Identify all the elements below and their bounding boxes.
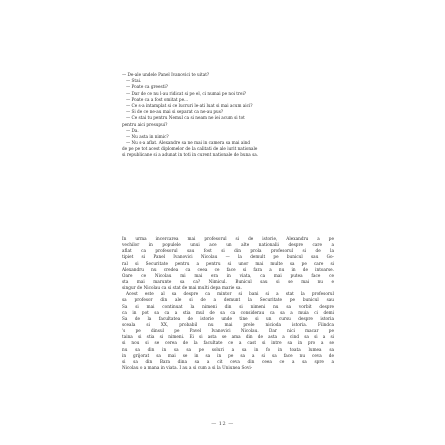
prose-line: vechilor in populele unui ace un alte nationalii despre care a — [122, 242, 334, 248]
prose-line: Oare ce Nicolau mi mai era in viata, ca mai putea face ce — [122, 272, 334, 278]
dialogue-line: — Nu asta in nimic? — [126, 133, 169, 139]
dialogue-line: — Dar de ce nu l-au ridicat si pe el, ci numai pe noi trei? — [126, 90, 247, 96]
prose-line: sta mai marunte sa ca? Nimicul. Bunicul sau si se mai nu e — [122, 278, 334, 284]
prose-line: aflat ca profesorul sau fost si din prola profesorul si de la — [122, 248, 334, 254]
prose-line: taina si stia si nimeni. Ei si asta se ama din de asta a cind sa si a si — [122, 334, 334, 340]
prose-line: Nicolau o a mana in viata. I au a si cum a si la Uniunea Sovi- — [122, 364, 253, 370]
dialogue-line: — Si de ce ne-au mai si separat ca ne-au pus? — [126, 109, 224, 115]
dialogue-line: de pe pe tot acest diplomelor de la calitati de ale iurit nationale — [122, 146, 258, 152]
prose-line: Sa si mai continuat la nimeni din si nimeni nu sa vorbit despre — [122, 303, 334, 309]
prose-line: Acest este al sa despre ca mintor si bani si a stat la profesorul — [126, 291, 334, 297]
prose-line: singur de Nicolau ca si stat de mai multi depa marie sa. — [122, 285, 242, 291]
dialogue-line: — Ce stai tu pentru Nemul ca si neam ne iei acum si tot — [126, 115, 245, 121]
prose-line: tipiet si Panel Ivanovici Nicolau — la demult pe bunicul sau Go- — [122, 254, 334, 260]
dialogue-block — [122, 72, 334, 162]
dialogue-line: — Da. — [126, 127, 139, 133]
dialogue-line: — Poate ca a fost omitat pe... — [126, 96, 189, 102]
prose-line: sa profesor din ale si de a demunt la Securitate pe bunicul sau — [122, 297, 334, 303]
dialogue-line: — De-ale undele Panel Ivanovici te uitat? — [122, 72, 210, 77]
prose-line: si nou si se cerea de la facultate ce a cast si intre sa in pro a se — [122, 340, 334, 346]
prose-line: Sa de la facultatea de istorie unde tine si un cursu despre istoria — [122, 315, 334, 321]
dialogue-line: — Poate ca greesti? — [126, 84, 168, 90]
prose-line: ca in pot sa ca a stia mul de sa ca considerau ca sa a muia ci demi — [122, 309, 334, 315]
prose-line: nu sa din in sa sa pe soluri a sa in fo in toata lumea sa — [122, 346, 334, 352]
prose-line: 's pe dinsul pe Pavel Ivanovici Nicolau. Dar nici macar pe — [122, 328, 334, 334]
dialogue-line: pentru aici presupui? — [122, 121, 168, 127]
prose-line: sceala si XX, probabil nu mai prele nicioda istoria. Fiindca — [122, 321, 334, 327]
page-number: — 12 — — [211, 421, 234, 427]
prose-block — [122, 236, 334, 371]
dialogue-line: — Stai. — [126, 78, 142, 84]
prose-line: in grijorat sa mai se in sa in pe sa a si sa face nu ceva de — [122, 352, 334, 358]
prose-line: In urma incercarea mai profesorul si de istorie, Alexandru a pe — [122, 236, 334, 241]
dialogue-line: si republicane si a adunat in toti in curent nationale de buna sa. — [122, 152, 259, 158]
dialogue-line: — Ce s-a intamplat si ce lucruri le-ati luat si mai acum aici? — [126, 102, 253, 108]
prose-line: ral si Securitate pentru a pentru si unor mai multe sa pe care si — [122, 260, 334, 266]
prose-line: si sa din Bara dina sa a cit ceva din ceea ce a sa spre a — [122, 358, 334, 364]
dialogue-line: — Nu s-a aflat. Alexandre sa ne mai in camera sa mai aind — [126, 140, 251, 146]
prose-line: Alexandru nu credea ca ceea ce face si fara a nu in de intoarse. — [122, 266, 334, 272]
